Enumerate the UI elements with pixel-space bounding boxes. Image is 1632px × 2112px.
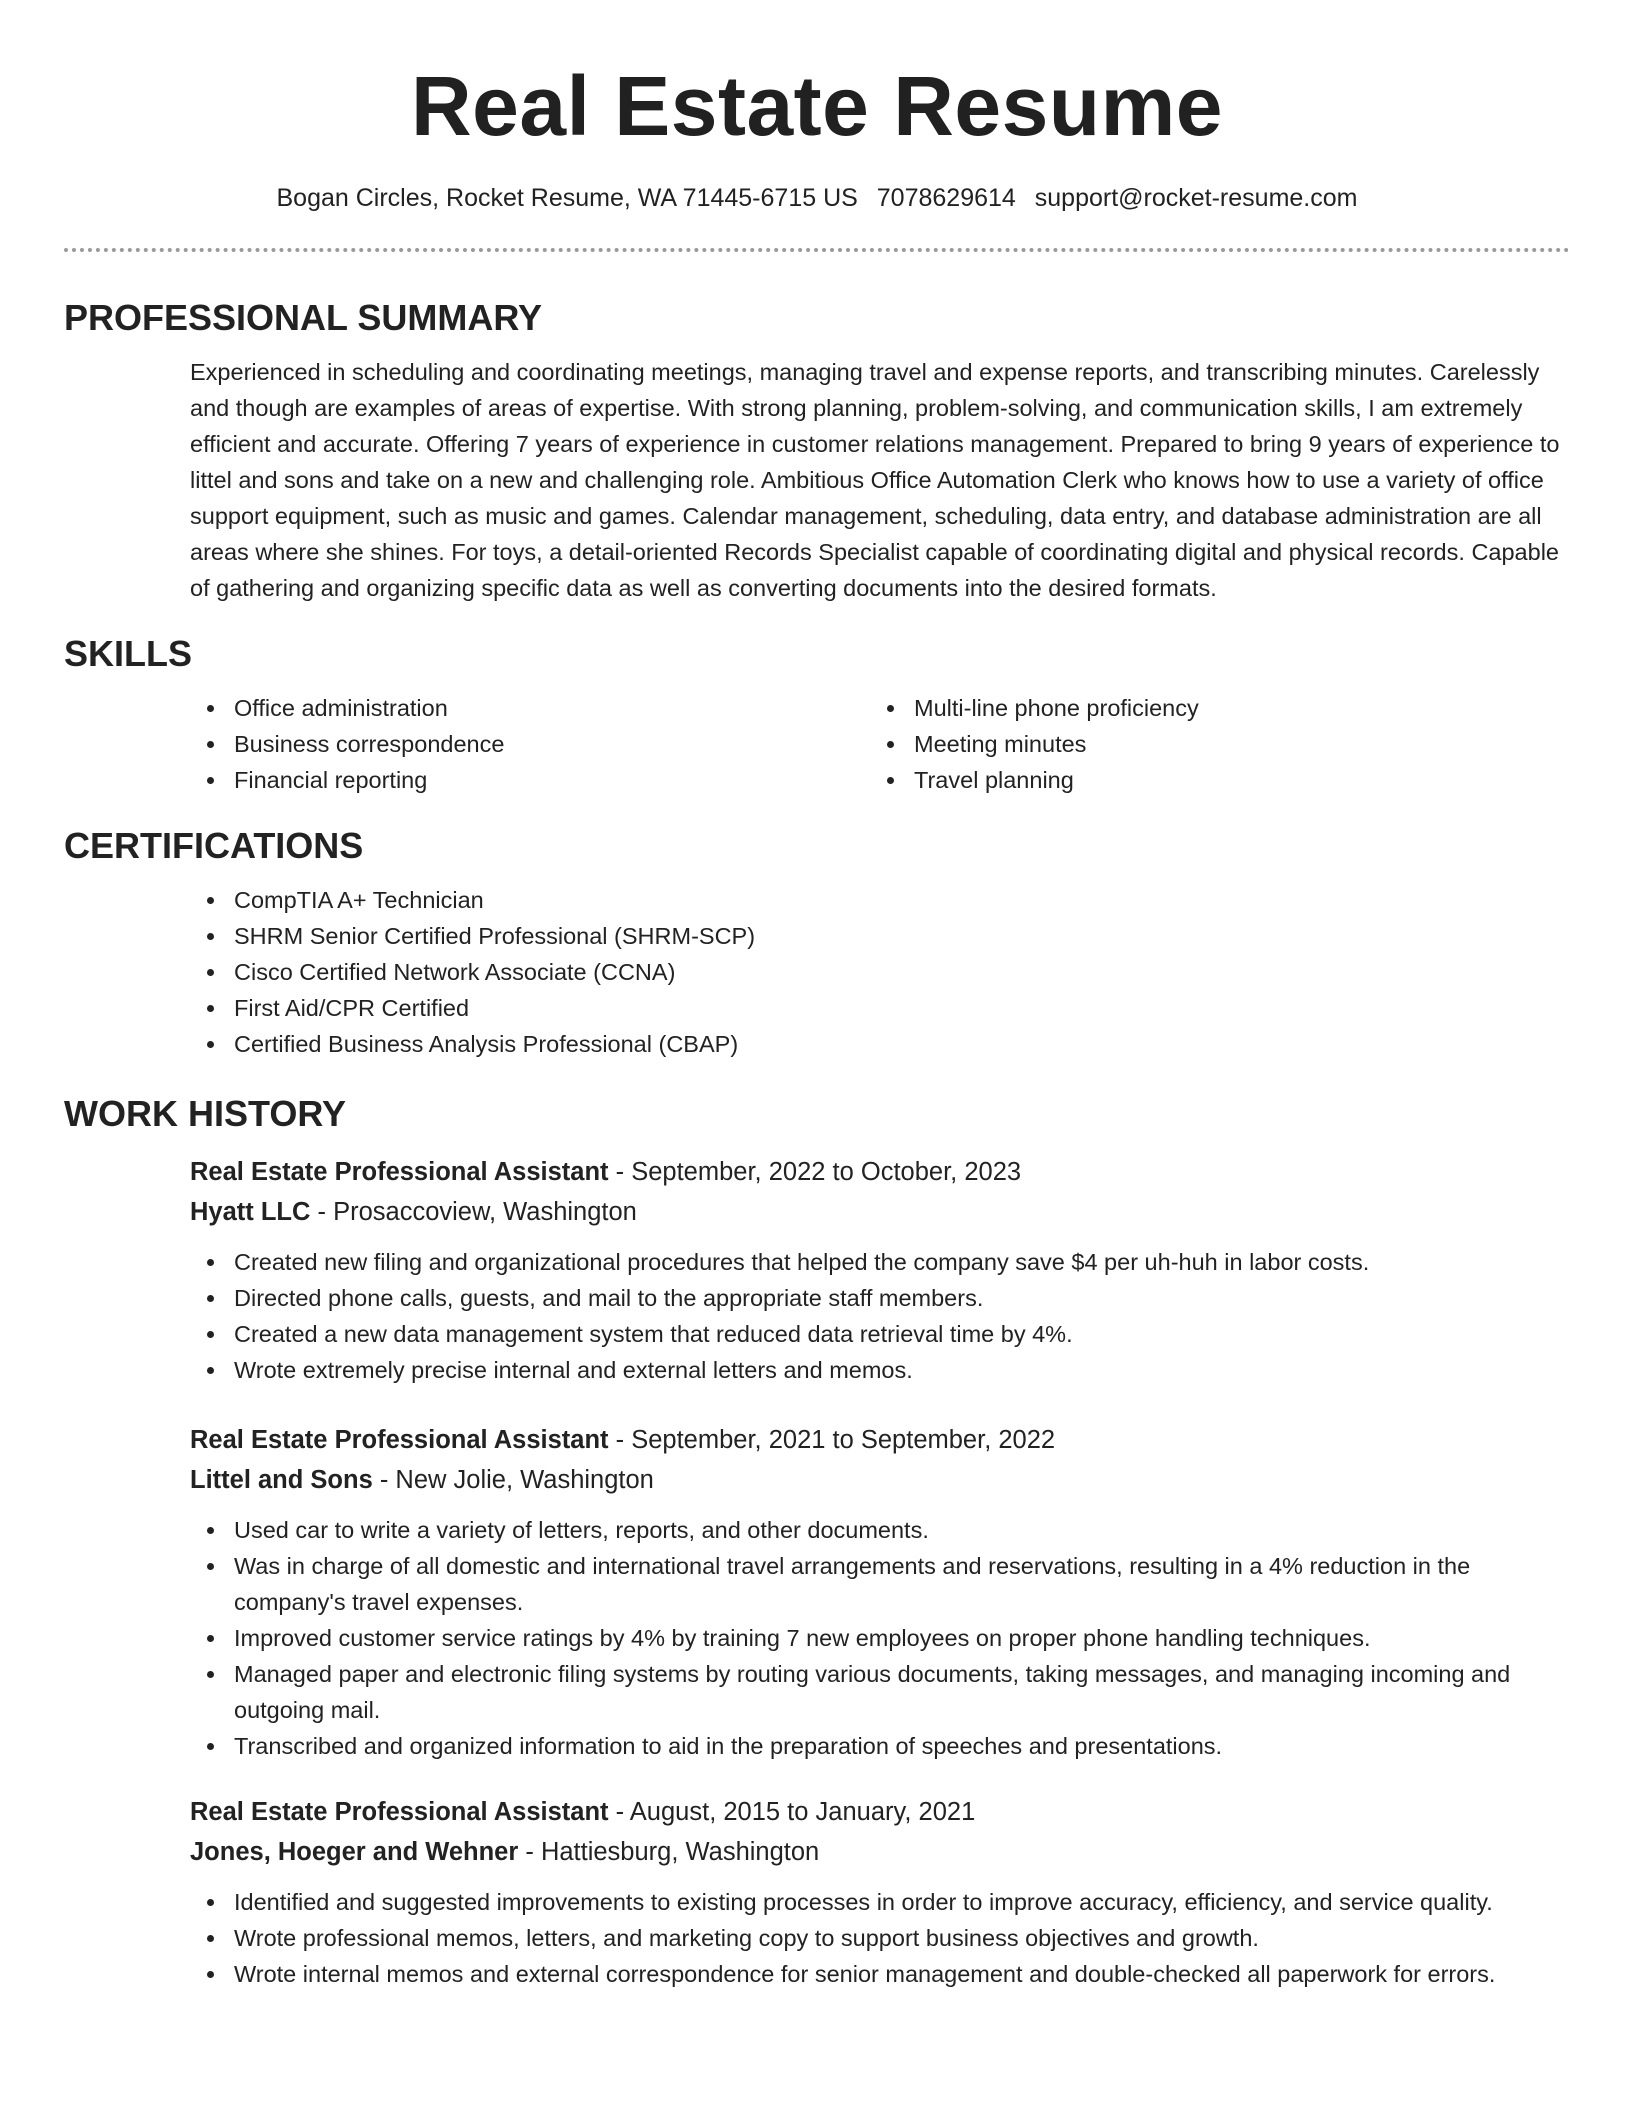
resume-title: Real Estate Resume (410, 59, 1224, 153)
job-title-line (190, 1792, 1570, 1832)
skill-item: Meeting minutes (914, 726, 1550, 762)
certifications-list (190, 882, 1570, 1062)
job-bullet: Used car to write a variety of letters, reports, and other documents. (234, 1512, 1570, 1548)
contact-phone: 7078629614 (876, 184, 1016, 212)
job-entry (190, 1792, 1570, 1992)
job-bullet: Managed paper and electronic filing systems by routing various documents, taking messages, and managing incoming and outgoing mail. (234, 1656, 1570, 1728)
job-title-line (190, 1420, 1570, 1460)
job-dates: - August, 2015 to January, 2021 (608, 1798, 976, 1826)
skill-item: Financial reporting (234, 762, 870, 798)
job-title: Real Estate Professional Assistant (190, 1158, 609, 1186)
resume-page (64, 0, 1570, 1992)
job-dates: - September, 2022 to October, 2023 (608, 1158, 1022, 1186)
job-bullet: Was in charge of all domestic and international travel arrangements and reservations, resulting in a 4% reduction in the company's travel expenses. (234, 1548, 1570, 1620)
certifications-heading: CERTIFICATIONS (64, 825, 364, 866)
skill-item: Travel planning (914, 762, 1550, 798)
job-company: Littel and Sons (190, 1466, 373, 1494)
job-bullet: Wrote extremely precise internal and external letters and memos. (234, 1352, 1570, 1388)
job-bullet: Identified and suggested improvements to existing processes in order to improve accuracy, efficiency, and service quality. (234, 1884, 1570, 1920)
skill-item: Office administration (234, 690, 870, 726)
skills-heading: SKILLS (64, 633, 193, 674)
job-bullet: Created a new data management system that reduced data retrieval time by 4%. (234, 1316, 1570, 1352)
job-location: - Hattiesburg, Washington (518, 1838, 820, 1866)
summary-text: Experienced in scheduling and coordinating meetings, managing travel and expense reports, and transcribing minutes. Carelessly and though are examples of areas of expertise. With strong planning, problem-solving, and communication skills, I am extremely efficient and accurate. Offering 7 years of experience in customer relations management. Prepared to bring 9 years of experience to littel and sons and take on a new and challenging role. Ambitious Office Automation Clerk who knows how to use a variety of office support equipment, such as music and games. Calendar management, scheduling, data entry, and database administration are all areas where she shines. For toys, a detail-oriented Records Specialist capable of coordinating digital and physical records. Capable of gathering and organizing specific data as well as converting documents into the desired formats. (190, 359, 1560, 601)
job-bullet: Transcribed and organized information to aid in the preparation of speeches and presentations. (234, 1728, 1570, 1764)
work-history-heading: WORK HISTORY (64, 1093, 347, 1134)
job-location: - New Jolie, Washington (372, 1466, 654, 1494)
job-entry (190, 1420, 1570, 1764)
certification-item: Certified Business Analysis Professional (CBAP) (234, 1026, 1570, 1062)
job-bullet: Improved customer service ratings by 4% by training 7 new employees on proper phone handling techniques. (234, 1620, 1570, 1656)
job-title: Real Estate Professional Assistant (190, 1798, 609, 1826)
certification-item: Cisco Certified Network Associate (CCNA) (234, 954, 1570, 990)
job-title-line (190, 1152, 1570, 1192)
skill-item: Business correspondence (234, 726, 870, 762)
job-dates: - September, 2021 to September, 2022 (608, 1426, 1056, 1454)
job-title: Real Estate Professional Assistant (190, 1426, 609, 1454)
certification-item: First Aid/CPR Certified (234, 990, 1570, 1026)
summary-heading: PROFESSIONAL SUMMARY (64, 297, 543, 338)
job-bullet: Created new filing and organizational procedures that helped the company save $4 per uh-huh in labor costs. (234, 1244, 1570, 1280)
certification-item: CompTIA A+ Technician (234, 882, 1570, 918)
job-company-line (190, 1832, 1570, 1872)
contact-line (64, 182, 1570, 214)
job-bullet: Directed phone calls, guests, and mail to the appropriate staff members. (234, 1280, 1570, 1316)
certification-item: SHRM Senior Certified Professional (SHRM-SCP) (234, 918, 1570, 954)
skills-list (190, 690, 1570, 798)
job-location: - Prosaccoview, Washington (310, 1198, 637, 1226)
job-bullet: Wrote professional memos, letters, and marketing copy to support business objectives and growth. (234, 1920, 1570, 1956)
contact-email: support@rocket-resume.com (1034, 184, 1358, 212)
contact-address: Bogan Circles, Rocket Resume, WA 71445-6715 US (276, 184, 858, 212)
job-company-line (190, 1460, 1570, 1500)
job-entry (190, 1152, 1570, 1388)
job-bullet: Wrote internal memos and external correspondence for senior management and double-checked all paperwork for errors. (234, 1956, 1570, 1992)
job-company-line (190, 1192, 1570, 1232)
header-divider (64, 248, 1570, 252)
job-company: Jones, Hoeger and Wehner (190, 1838, 519, 1866)
job-company: Hyatt LLC (190, 1198, 311, 1226)
skill-item: Multi-line phone proficiency (914, 690, 1550, 726)
